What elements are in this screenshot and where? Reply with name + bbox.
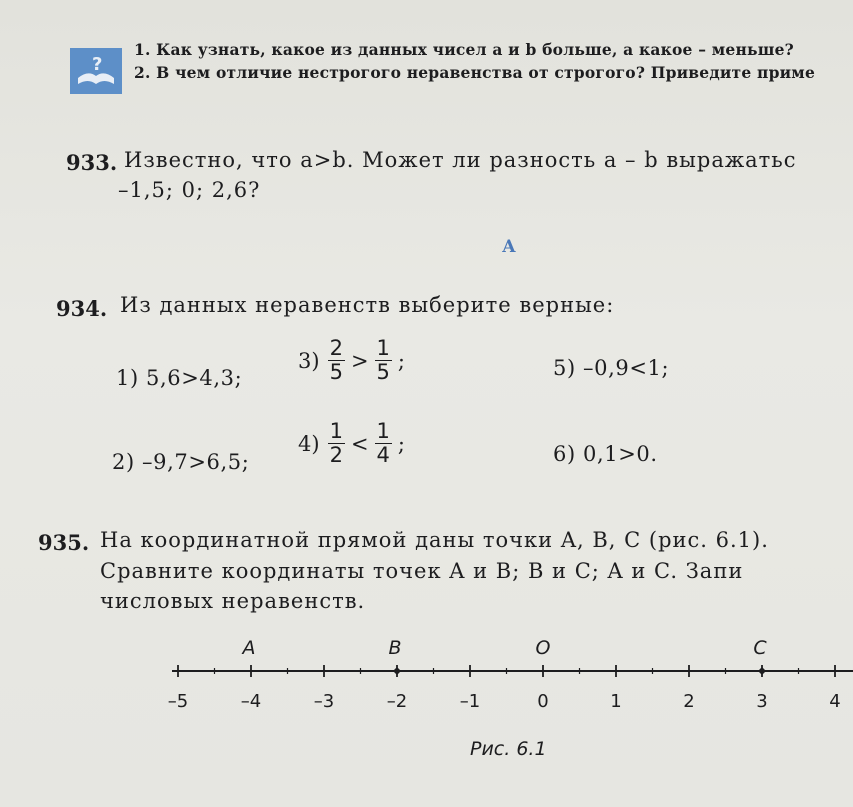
inequality-3-end: ; (397, 348, 405, 373)
problem-935-text-line2: Сравните координаты точек A и B; B и C; A и C. Запи (100, 559, 744, 583)
problem-935-text-line3: числовых неравенств. (100, 589, 366, 613)
inequality-3-denominator-left: 5 (329, 360, 343, 384)
inequality-6: 6) 0,1>0. (553, 442, 658, 466)
inequality-3-fraction-left (328, 337, 345, 384)
inequality-3-numerator-right: 1 (376, 336, 390, 360)
problem-933-text-line2: –1,5; 0; 2,6? (118, 178, 261, 202)
inequality-4-numerator-right: 1 (376, 419, 390, 443)
axis-tick-label: 1 (610, 691, 622, 712)
figure-caption: Рис. 6.1 (470, 738, 547, 760)
problem-935-text-line1: На координатной прямой даны точки A, B, C (рис. 6.1). (100, 528, 769, 552)
section-label: А (502, 237, 516, 257)
svg-text:?: ? (92, 54, 103, 75)
review-question-2: 2. В чем отличие нестрогого неравенства от строгого? Приведите приме (134, 63, 816, 82)
inequality-4-numerator-left: 1 (329, 419, 343, 443)
inequality-3-fraction-right (375, 337, 392, 384)
inequality-4-end: ; (397, 431, 405, 456)
axis-tick-label: 4 (829, 691, 841, 712)
point-b-label: B (388, 637, 402, 659)
inequality-3 (298, 337, 405, 384)
problem-934-number: 934. (56, 296, 108, 321)
inequality-4-label: 4) (298, 431, 320, 456)
inequality-4-denominator-right: 4 (376, 443, 390, 467)
point-c-label: C (753, 637, 767, 659)
problem-934-text: Из данных неравенств выберите верные: (120, 293, 615, 317)
axis-tick-label: –5 (167, 691, 189, 712)
axis-tick-label: –2 (386, 691, 408, 712)
point-a-label: A (242, 637, 256, 659)
inequality-4-fraction-left (328, 420, 345, 467)
inequality-2: 2) –9,7>6,5; (112, 450, 250, 474)
inequality-1: 1) 5,6>4,3; (116, 366, 243, 390)
inequality-4 (298, 420, 405, 467)
inequality-5: 5) –0,9<1; (553, 356, 670, 380)
inequality-3-label: 3) (298, 348, 320, 373)
number-line-figure (0, 630, 853, 725)
point-b-marker (393, 667, 401, 675)
axis-tick-label: 0 (537, 691, 549, 712)
inequality-3-operator: > (350, 348, 369, 373)
point-c-marker (758, 667, 766, 675)
axis-tick-label: –4 (240, 691, 262, 712)
problem-935-number: 935. (38, 530, 90, 555)
axis-tick-label: 2 (683, 691, 695, 712)
axis-tick-label: 3 (756, 691, 768, 712)
problem-933-text-line1: Известно, что a>b. Может ли разность a – b выражатьс (124, 148, 797, 172)
review-question-1: 1. Как узнать, какое из данных чисел a и b больше, а какое – меньше? (134, 40, 794, 59)
axis-tick-label: –1 (459, 691, 481, 712)
questions-icon (70, 48, 122, 94)
point-o-label: O (535, 637, 551, 659)
inequality-4-denominator-left: 2 (329, 443, 343, 467)
inequality-4-fraction-right (375, 420, 392, 467)
inequality-3-denominator-right: 5 (376, 360, 390, 384)
inequality-3-numerator-left: 2 (329, 336, 343, 360)
axis-tick-label: –3 (313, 691, 335, 712)
problem-933-number: 933. (66, 150, 118, 175)
inequality-4-operator: < (350, 431, 369, 456)
